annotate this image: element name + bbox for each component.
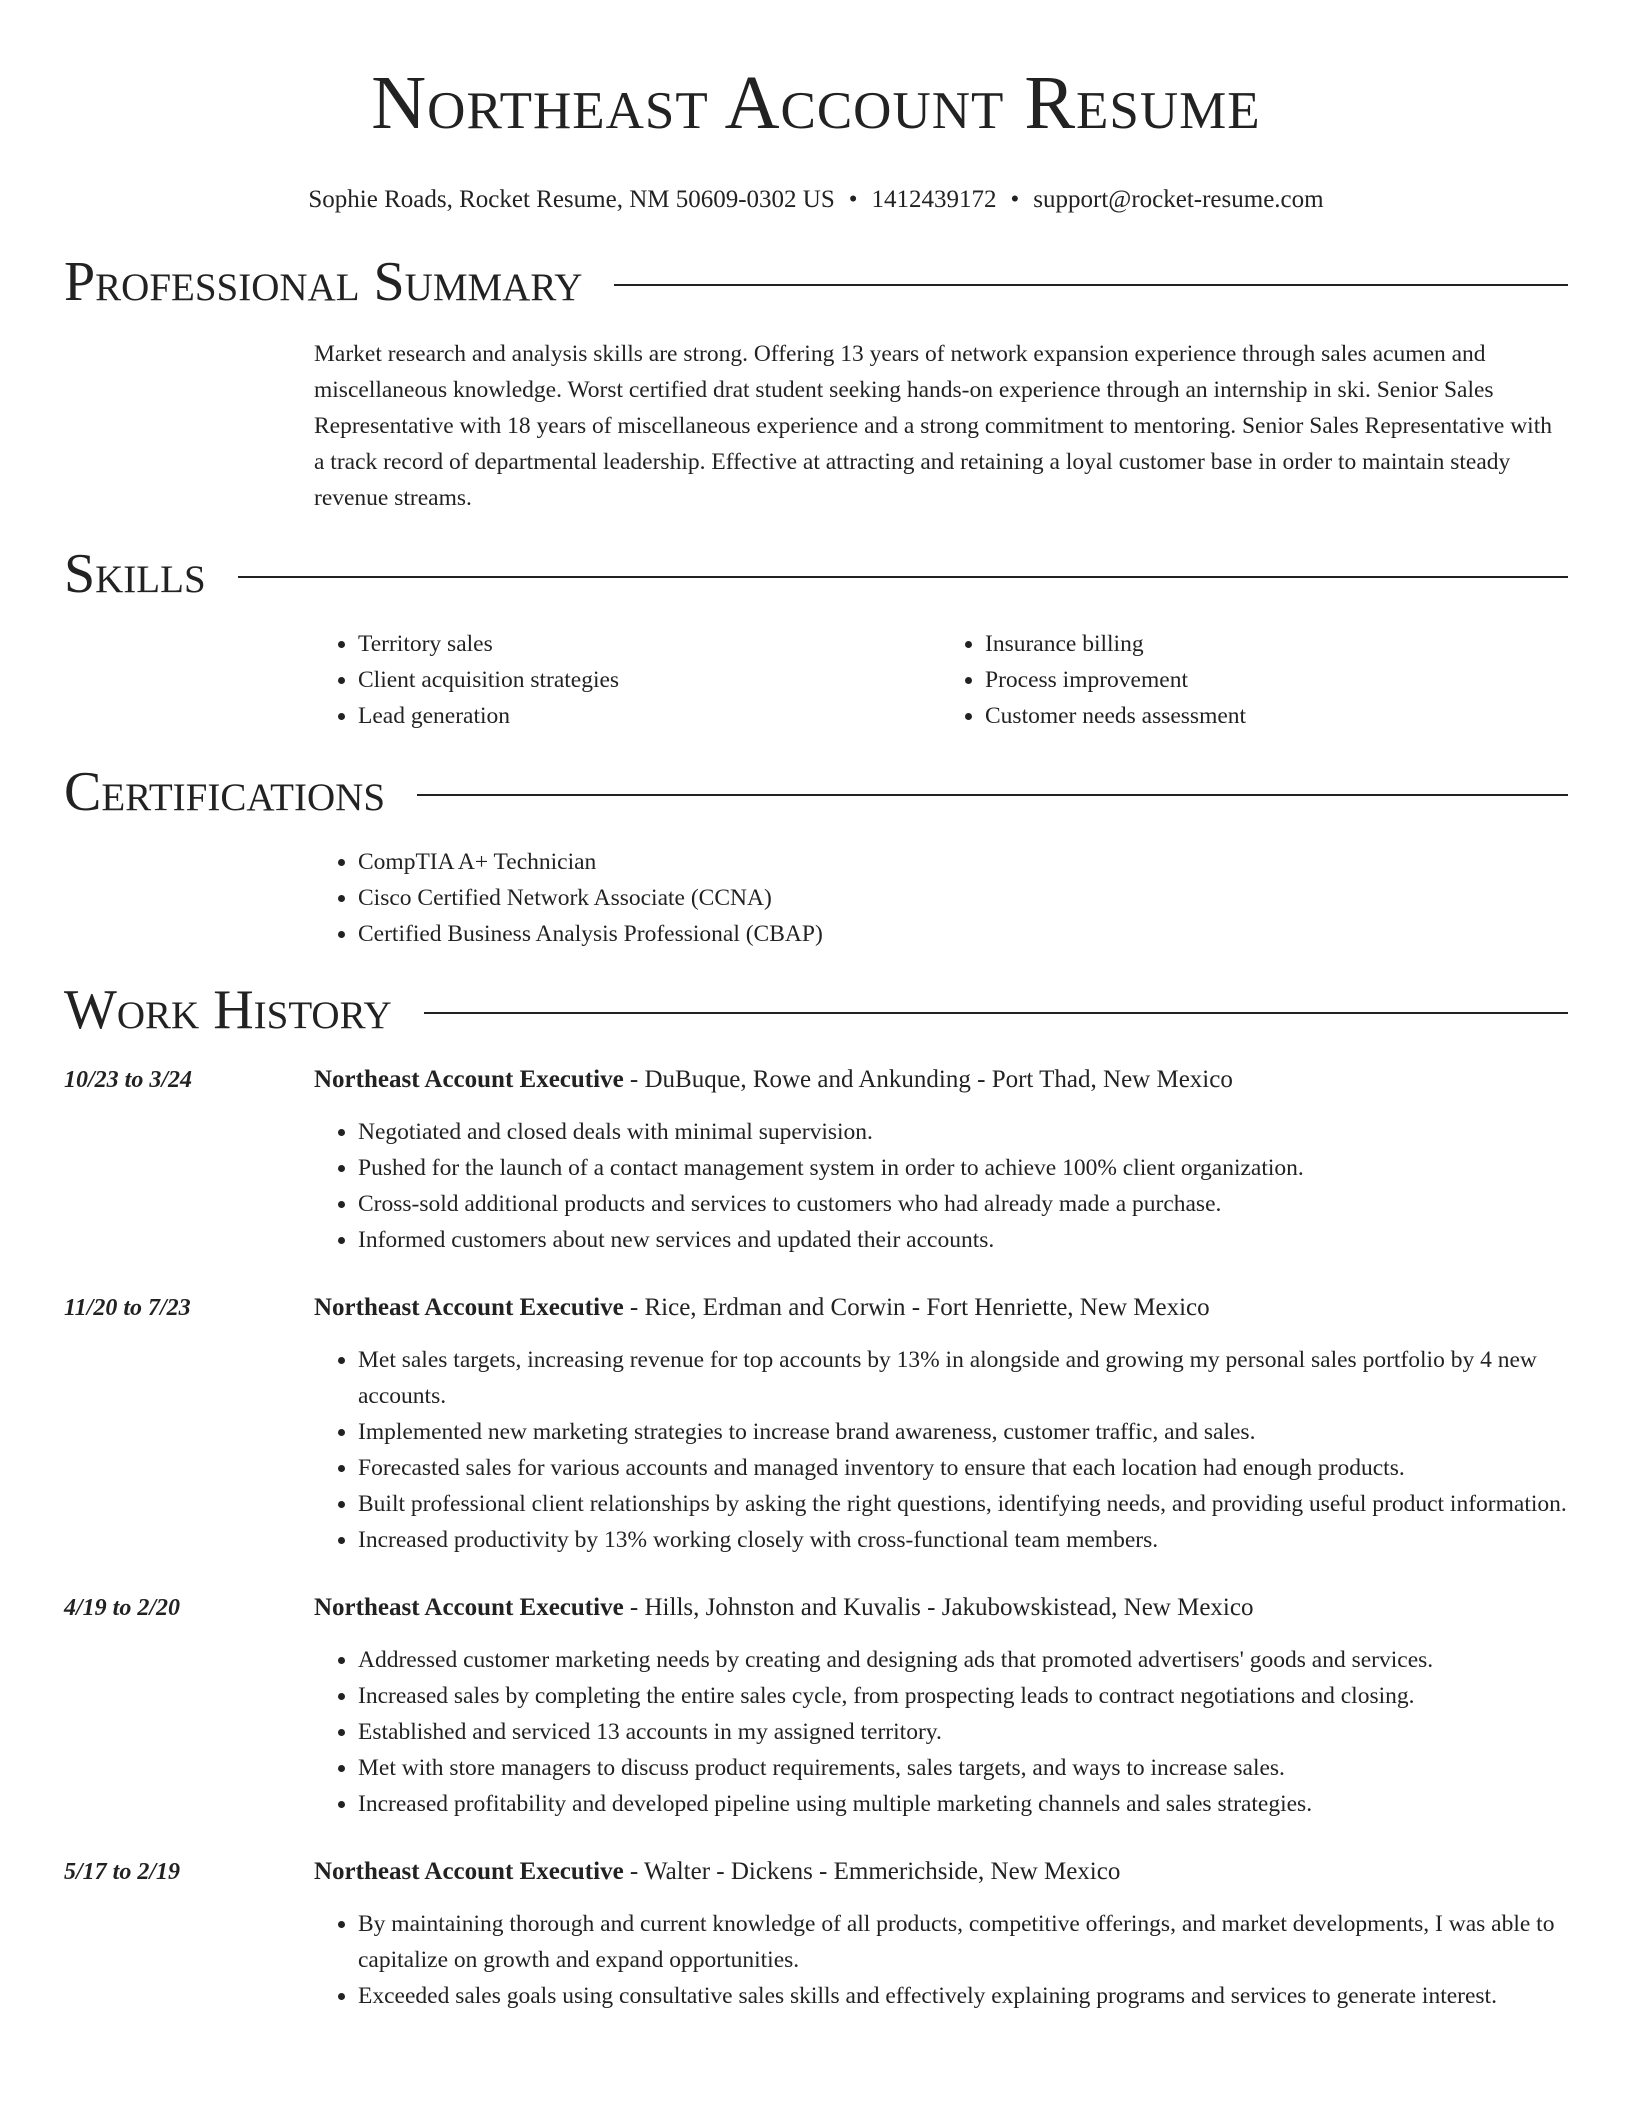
certifications-heading: Certifications (64, 761, 386, 823)
job-entry (64, 1854, 1568, 2014)
job-employer-location: - Rice, Erdman and Corwin - Fort Henriette, New Mexico (623, 1294, 1210, 1321)
job-bullets (314, 1906, 1568, 2014)
job-bullets (314, 1114, 1568, 1258)
job-header (314, 1290, 1568, 1326)
skill-item: • Customer needs assessment (985, 698, 1568, 734)
section-divider (238, 576, 1568, 578)
certification-item: • Certified Business Analysis Professional (CBAP) (358, 916, 1568, 952)
skills-section-header (64, 542, 1568, 606)
certifications-section-header (64, 760, 1568, 824)
contact-address: Sophie Roads, Rocket Resume, NM 50609-0302 US (308, 186, 835, 213)
contact-separator: • (848, 186, 858, 213)
job-entry (64, 1590, 1568, 1822)
job-dates: 11/20 to 7/23 (64, 1295, 191, 1321)
skills-list (314, 626, 1568, 734)
job-bullet: • Established and serviced 13 accounts in my assigned territory. (358, 1714, 1568, 1750)
summary-text: Market research and analysis skills are strong. Offering 13 years of network expansion experience through sales acumen and miscellaneous knowledge. Worst certified drat student seeking hands-on experience through an internship in ski. Senior Sales Representative with 18 years of miscellaneous experience and a strong commitment to mentoring. Senior Sales Representative with a track record of departmental leadership. Effective at attracting and retaining a loyal customer base in order to maintain steady revenue streams. (314, 341, 1552, 511)
certification-item: • Cisco Certified Network Associate (CCNA) (358, 880, 1568, 916)
job-entry (64, 1062, 1568, 1258)
skill-item: • Lead generation (358, 698, 941, 734)
work-history-heading: Work History (64, 979, 392, 1041)
summary-heading: Professional Summary (64, 251, 583, 313)
skill-item: • Insurance billing (985, 626, 1568, 662)
job-bullet: • Met with store managers to discuss product requirements, sales targets, and ways to increase sales. (358, 1750, 1568, 1786)
job-employer-location: - Walter - Dickens - Emmerichside, New Mexico (623, 1858, 1121, 1885)
resume-title: Northeast Account Resume (371, 61, 1261, 145)
job-bullet: • Informed customers about new services and updated their accounts. (358, 1222, 1568, 1258)
job-bullet: • Met sales targets, increasing revenue for top accounts by 13% in alongside and growing my personal sales portfolio by 4 new accounts. (358, 1342, 1568, 1414)
job-title: Northeast Account Executive (314, 1066, 624, 1093)
job-bullet: • Increased productivity by 13% working closely with cross-functional team members. (358, 1522, 1568, 1558)
job-employer-location: - DuBuque, Rowe and Ankunding - Port Thad, New Mexico (623, 1066, 1233, 1093)
skill-item: • Client acquisition strategies (358, 662, 941, 698)
work-history-section-header (64, 978, 1568, 1042)
section-divider (417, 794, 1568, 796)
job-bullet: • Built professional client relationships by asking the right questions, identifying needs, and providing useful product information. (358, 1486, 1568, 1522)
job-bullet: • Cross-sold additional products and services to customers who had already made a purchase. (358, 1186, 1568, 1222)
contact-phone: 1412439172 (871, 186, 997, 213)
job-bullet: • Addressed customer marketing needs by creating and designing ads that promoted advertisers' goods and services. (358, 1642, 1568, 1678)
contact-email: support@rocket-resume.com (1033, 186, 1324, 213)
job-entry (64, 1290, 1568, 1558)
certification-item: • CompTIA A+ Technician (358, 844, 1568, 880)
job-bullet: • Implemented new marketing strategies to increase brand awareness, customer traffic, and sales. (358, 1414, 1568, 1450)
job-bullets (314, 1342, 1568, 1558)
skill-item: • Territory sales (358, 626, 941, 662)
job-dates: 5/17 to 2/19 (64, 1859, 181, 1885)
skills-column-1 (314, 626, 941, 734)
skills-heading: Skills (64, 543, 206, 605)
job-employer-location: - Hills, Johnston and Kuvalis - Jakubowskistead, New Mexico (623, 1594, 1254, 1621)
section-divider (424, 1012, 1568, 1014)
job-header (314, 1590, 1568, 1626)
job-bullet: • Increased profitability and developed pipeline using multiple marketing channels and sales strategies. (358, 1786, 1568, 1822)
job-dates: 10/23 to 3/24 (64, 1067, 193, 1093)
job-bullet: • Exceeded sales goals using consultative sales skills and effectively explaining programs and services to generate interest. (358, 1978, 1568, 2014)
job-bullet: • By maintaining thorough and current knowledge of all products, competitive offerings, and market developments, I was able to capitalize on growth and expand opportunities. (358, 1906, 1568, 1978)
job-header (314, 1854, 1568, 1890)
job-title: Northeast Account Executive (314, 1858, 624, 1885)
job-bullet: • Pushed for the launch of a contact management system in order to achieve 100% client organization. (358, 1150, 1568, 1186)
contact-separator: • (1010, 186, 1020, 213)
job-bullet: • Forecasted sales for various accounts and managed inventory to ensure that each location had enough products. (358, 1450, 1568, 1486)
contact-line (64, 184, 1568, 216)
job-bullet: • Increased sales by completing the entire sales cycle, from prospecting leads to contract negotiations and closing. (358, 1678, 1568, 1714)
job-dates: 4/19 to 2/20 (64, 1595, 181, 1621)
skill-item: • Process improvement (985, 662, 1568, 698)
job-title: Northeast Account Executive (314, 1294, 624, 1321)
summary-section-header (64, 250, 1568, 314)
skills-column-2 (941, 626, 1568, 734)
job-bullet: • Negotiated and closed deals with minimal supervision. (358, 1114, 1568, 1150)
certifications-list (314, 844, 1568, 952)
job-bullets (314, 1642, 1568, 1822)
job-header (314, 1062, 1568, 1098)
job-title: Northeast Account Executive (314, 1594, 624, 1621)
section-divider (614, 284, 1568, 286)
